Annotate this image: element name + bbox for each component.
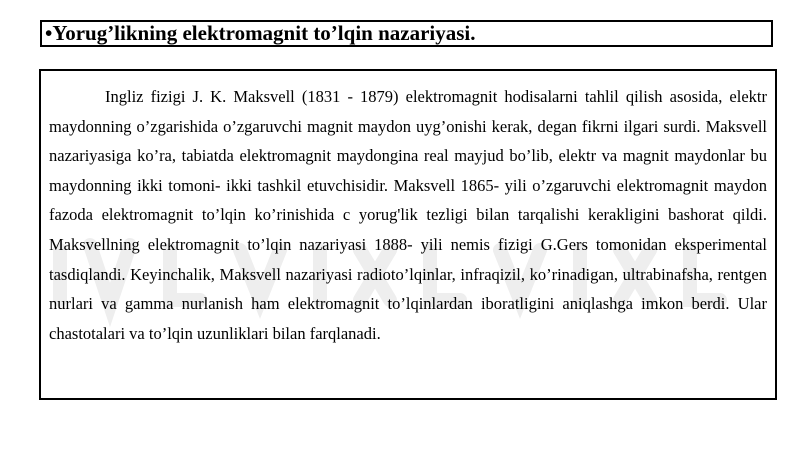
body-paragraph: Ingliz fizigi J. K. Maksvell (1831 - 1879) elektromagnit hodisalarni tahlil qilish asosida, elektr maydonning o’zgarishida o’zgaruvchi magnit maydon uyg’onishi kerak, degan fikrni ilgari surdi. Maksvell nazariyasiga ko’ra, tabiatda elektromagnit maydongina real mayjud bo’lib, elektr va magnit maydonlar bu maydonning ikki tomoni- ikki tashkil etuvchisidir. Maksvell 1865- yili o’zgaruvchi elektromagnit maydon fazoda elektromagnit to’lqin ko’rinishida c yorug'lik tezligi bilan tarqalishi kerakligini bashorat qildi. Maksvellning elektromagnit to’lqin nazariyasi 1888- yili nemis fizigi G.Gers tomonidan eksperimental tasdiqlandi. Keyinchalik, Maksvell nazariyasi radioto’lqinlar, infraqizil, ko’rinadigan, ultrabinafsha, rentgen nurlari va gamma nurlanish ham elektromagnit to’lqinlardan iboratligini aniqlashga imkon berdi. Ular chastotalari va to’lqin uzunliklari bilan farqlanadi. [49,87,767,343]
title-box [40,20,773,47]
slide-title: •Yorug’likning elektromagnit to’lqin nazariyasi. [45,21,476,45]
content-box [39,69,777,400]
